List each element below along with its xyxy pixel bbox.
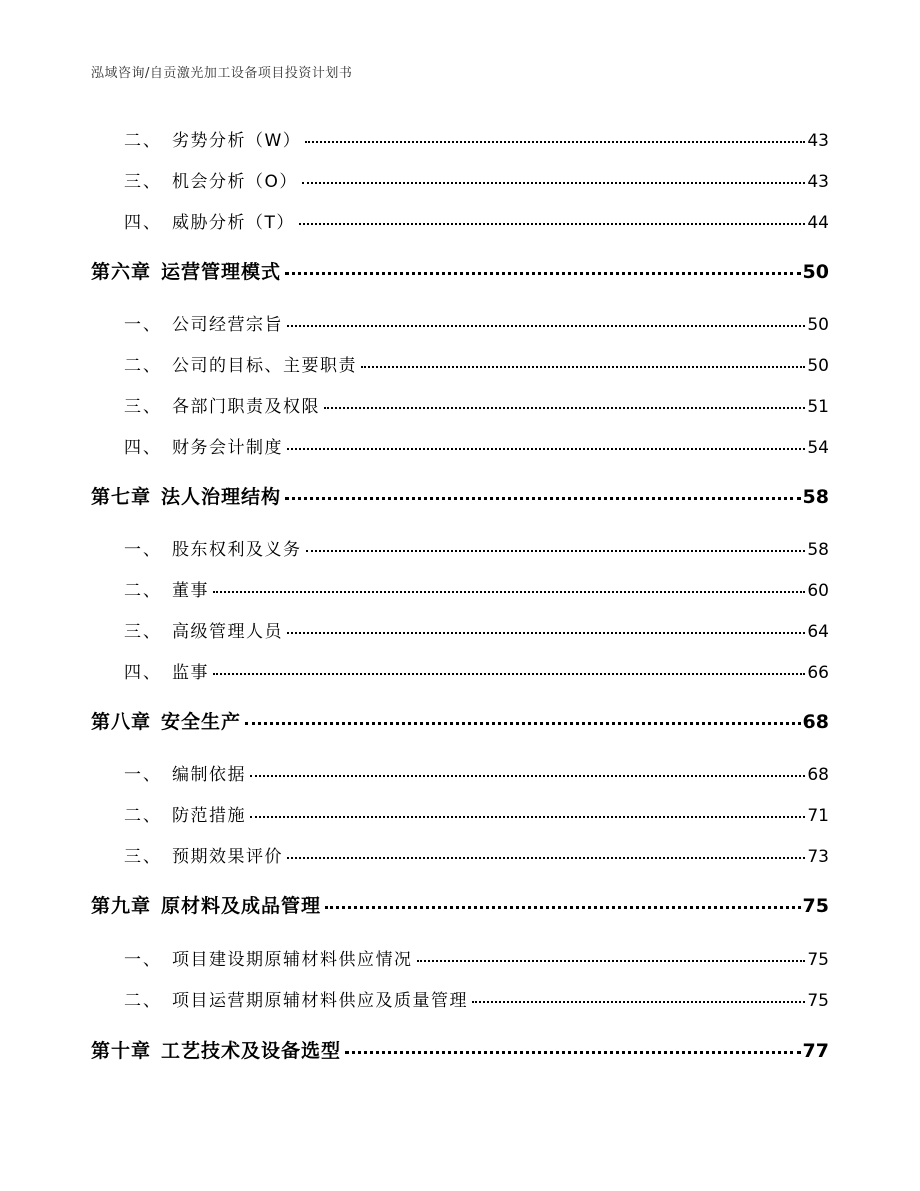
toc-section-number: 一、 bbox=[124, 765, 162, 785]
toc-section-entry[interactable] bbox=[91, 310, 829, 335]
toc-entry-title: 各部门职责及权限 bbox=[172, 397, 320, 417]
toc-section-entry[interactable] bbox=[91, 842, 829, 867]
toc-entry-title: 防范措施 bbox=[172, 806, 246, 826]
toc-section-number: 二、 bbox=[124, 131, 162, 151]
toc-section-number: 二、 bbox=[124, 991, 162, 1011]
toc-dot-leader bbox=[285, 272, 801, 275]
header-divider bbox=[91, 86, 829, 87]
toc-chapter-entry[interactable] bbox=[91, 257, 829, 284]
toc-entry-title: 预期效果评价 bbox=[172, 847, 283, 867]
toc-section-number: 二、 bbox=[124, 356, 162, 376]
toc-section-entry[interactable] bbox=[91, 535, 829, 560]
toc-dot-leader bbox=[287, 857, 805, 859]
toc-section-number: 四、 bbox=[124, 213, 162, 233]
toc-entry-title: 股东权利及义务 bbox=[172, 540, 302, 560]
toc-page-number: 44 bbox=[807, 213, 829, 233]
toc-chapter-entry[interactable] bbox=[91, 891, 829, 918]
toc-entry-title: 监事 bbox=[172, 663, 209, 683]
toc-section-number: 二、 bbox=[124, 806, 162, 826]
toc-section-entry[interactable] bbox=[91, 433, 829, 458]
toc-section-entry[interactable] bbox=[91, 126, 829, 151]
toc-dot-leader bbox=[245, 722, 801, 725]
toc-dot-leader bbox=[287, 632, 805, 634]
toc-dot-leader bbox=[325, 906, 801, 909]
toc-entry-title: 高级管理人员 bbox=[172, 622, 283, 642]
toc-section-number: 三、 bbox=[124, 397, 162, 417]
toc-page-number: 54 bbox=[807, 438, 829, 458]
toc-entry-title: 安全生产 bbox=[161, 711, 242, 733]
toc-dot-leader bbox=[306, 550, 806, 552]
toc-page-number: 66 bbox=[807, 663, 829, 683]
toc-section-number: 三、 bbox=[124, 622, 162, 642]
toc-page-number: 73 bbox=[807, 847, 829, 867]
toc-page-number: 58 bbox=[802, 486, 829, 508]
toc-section-number: 三、 bbox=[124, 847, 162, 867]
toc-page-number: 50 bbox=[807, 315, 829, 335]
toc-page-number: 58 bbox=[807, 540, 829, 560]
toc-entry-title: 工艺技术及设备选型 bbox=[161, 1040, 342, 1062]
toc-page-number: 50 bbox=[802, 261, 829, 283]
toc-dot-leader bbox=[302, 182, 805, 184]
toc-dot-leader bbox=[305, 141, 805, 143]
toc-section-number: 一、 bbox=[124, 540, 162, 560]
toc-page-number: 77 bbox=[802, 1040, 829, 1062]
toc-dot-leader bbox=[213, 673, 805, 675]
toc-chapter-entry[interactable] bbox=[91, 707, 829, 734]
toc-entry-title: 威胁分析（T） bbox=[172, 213, 295, 233]
toc-page-number: 68 bbox=[802, 711, 829, 733]
toc-entry-title: 公司的目标、主要职责 bbox=[172, 356, 357, 376]
toc-section-entry[interactable] bbox=[91, 576, 829, 601]
toc-chapter-label: 第七章 bbox=[91, 486, 152, 508]
toc-dot-leader bbox=[361, 366, 805, 368]
toc-entry-title: 编制依据 bbox=[172, 765, 246, 785]
toc-section-number: 一、 bbox=[124, 315, 162, 335]
toc-dot-leader bbox=[417, 960, 806, 962]
toc-dot-leader bbox=[287, 325, 805, 327]
toc-dot-leader bbox=[250, 775, 805, 777]
toc-chapter-label: 第九章 bbox=[91, 895, 152, 917]
toc-section-entry[interactable] bbox=[91, 801, 829, 826]
toc-section-entry[interactable] bbox=[91, 617, 829, 642]
toc-section-number: 四、 bbox=[124, 438, 162, 458]
toc-section-entry[interactable] bbox=[91, 945, 829, 970]
toc-chapter-label: 第八章 bbox=[91, 711, 152, 733]
toc-entry-title: 项目建设期原辅材料供应情况 bbox=[172, 950, 413, 970]
toc-dot-leader bbox=[285, 497, 801, 500]
toc-dot-leader bbox=[299, 223, 805, 225]
toc-section-entry[interactable] bbox=[91, 986, 829, 1011]
toc-page-number: 64 bbox=[807, 622, 829, 642]
toc-page-number: 68 bbox=[807, 765, 829, 785]
toc-chapter-entry[interactable] bbox=[91, 482, 829, 509]
toc-dot-leader bbox=[472, 1001, 805, 1003]
toc-page-number: 75 bbox=[802, 895, 829, 917]
toc-page-number: 50 bbox=[807, 356, 829, 376]
toc-section-entry[interactable] bbox=[91, 658, 829, 683]
toc-section-entry[interactable] bbox=[91, 760, 829, 785]
toc-chapter-label: 第六章 bbox=[91, 261, 152, 283]
toc-chapter-entry[interactable] bbox=[91, 1036, 829, 1063]
toc-page-number: 43 bbox=[807, 131, 829, 151]
toc-entry-title: 董事 bbox=[172, 581, 209, 601]
toc-entry-title: 法人治理结构 bbox=[161, 486, 282, 508]
toc-entry-title: 公司经营宗旨 bbox=[172, 315, 283, 335]
toc-dot-leader bbox=[345, 1051, 801, 1054]
toc-chapter-label: 第十章 bbox=[91, 1040, 152, 1062]
toc-dot-leader bbox=[250, 816, 805, 818]
toc-page-number: 60 bbox=[807, 581, 829, 601]
toc-dot-leader bbox=[213, 591, 805, 593]
toc-section-entry[interactable] bbox=[91, 167, 829, 192]
toc-dot-leader bbox=[324, 407, 805, 409]
toc-entry-title: 财务会计制度 bbox=[172, 438, 283, 458]
toc-page-number: 75 bbox=[807, 950, 829, 970]
toc-page-number: 51 bbox=[807, 397, 829, 417]
toc-entry-title: 项目运营期原辅材料供应及质量管理 bbox=[172, 991, 468, 1011]
toc-entry-title: 原材料及成品管理 bbox=[161, 895, 322, 917]
running-header: 泓域咨询/自贡激光加工设备项目投资计划书 bbox=[91, 66, 353, 81]
toc-page-number: 71 bbox=[807, 806, 829, 826]
toc-section-number: 一、 bbox=[124, 950, 162, 970]
toc-entry-title: 劣势分析（W） bbox=[172, 131, 302, 151]
toc-page-number: 75 bbox=[807, 991, 829, 1011]
toc-section-number: 三、 bbox=[124, 172, 162, 192]
toc-entry-title: 机会分析（O） bbox=[172, 172, 298, 192]
toc-section-number: 二、 bbox=[124, 581, 162, 601]
toc-section-entry[interactable] bbox=[91, 351, 829, 376]
toc-section-entry[interactable] bbox=[91, 208, 829, 233]
toc-page-number: 43 bbox=[807, 172, 829, 192]
toc-section-number: 四、 bbox=[124, 663, 162, 683]
toc-dot-leader bbox=[287, 448, 805, 450]
toc-entry-title: 运营管理模式 bbox=[161, 261, 282, 283]
toc-section-entry[interactable] bbox=[91, 392, 829, 417]
